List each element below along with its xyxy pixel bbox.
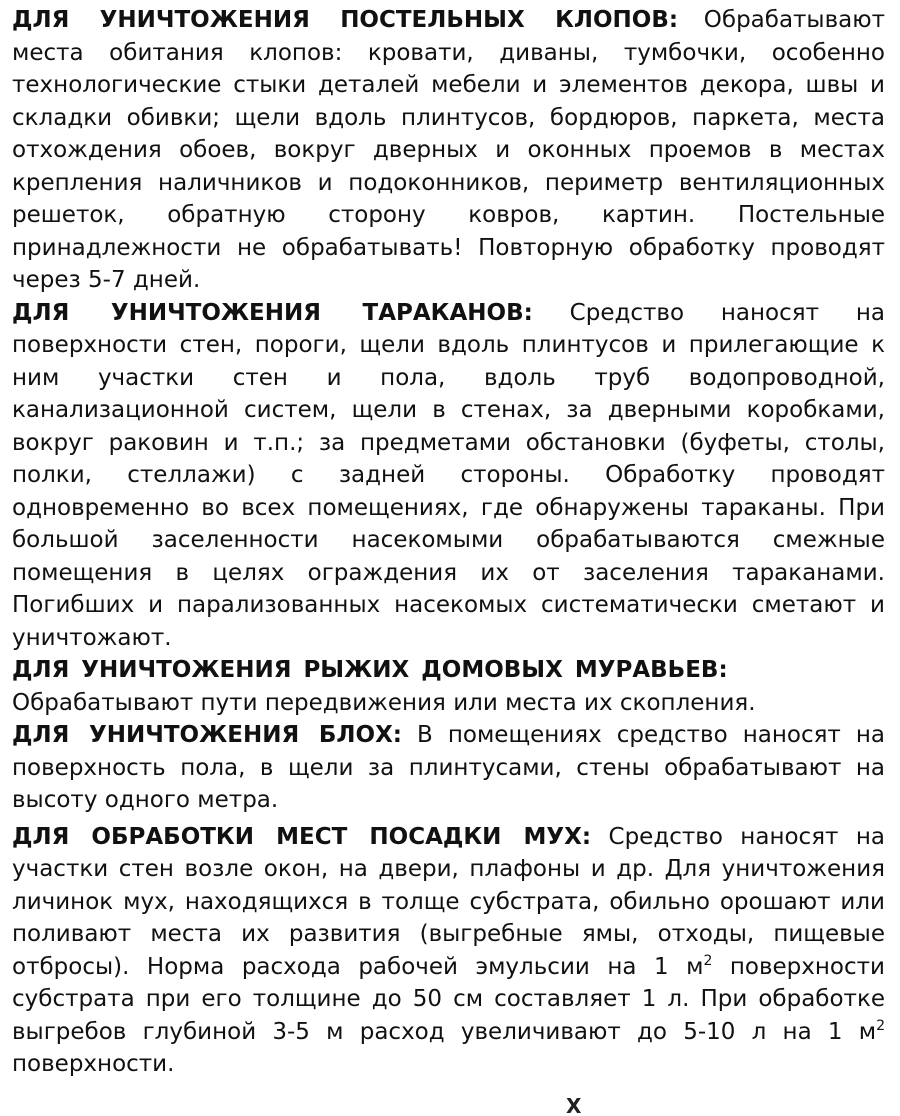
superscript-two: 2 xyxy=(876,1017,885,1034)
section-body: Обрабатывают места обитания клопов: кровати, диваны, тумбочки, особенно технологические стыки деталей мебели и элементов декора, швы и складки обивки; щели вдоль плинтусов, бордюров, паркета, места отхождения обоев, вокруг дверных и оконных проемов в местах крепления наличников и подоконников, периметр вентиляционных решеток, обратную сторону ковров, картин. Постельные принадлежности не обрабатывать! Повторную обработку проводят через 5-7 дней. xyxy=(12,7,886,293)
section-heading: ДЛЯ УНИЧТОЖЕНИЯ РЫЖИХ ДОМОВЫХ МУРАВЬЕВ: xyxy=(12,657,728,683)
section-flies xyxy=(12,821,885,1081)
section-body-part: поверхности субстрата при его толщине до 50 см составляет 1 л. При обработке выгребов глубиной 3-5 м расход увеличивают до 5-10 л на 1 м xyxy=(12,953,885,1045)
section-heading: ДЛЯ УНИЧТОЖЕНИЯ ТАРАКАНОВ: xyxy=(12,299,533,326)
cut-off-text-fragment: Х xyxy=(566,1096,582,1116)
section-body: В помещениях средство наносят на поверхность пола, в щели за плинтусами, стены обрабатывают на высоту одного метра. xyxy=(12,722,885,813)
section-body-part: Средство наносят на участки стен возле окон, на двери, плафоны и др. Для уничтожения личинок мух, находящихся в толще субстрата, обильно орошают или поливают места их развития (выгребные ямы, отходы, пищевые отбросы). Норма расхода рабочей эмульсии на 1 м xyxy=(12,823,885,980)
section-ants xyxy=(12,654,885,719)
section-heading: ДЛЯ УНИЧТОЖЕНИЯ БЛОХ: xyxy=(12,722,402,748)
instruction-page xyxy=(12,4,885,1081)
section-cockroaches xyxy=(12,297,885,655)
section-heading: ДЛЯ УНИЧТОЖЕНИЯ ПОСТЕЛЬНЫХ КЛОПОВ: xyxy=(12,7,679,33)
section-heading: ДЛЯ ОБРАБОТКИ МЕСТ ПОСАДКИ МУХ: xyxy=(12,823,592,850)
section-bedbugs xyxy=(12,4,885,297)
superscript-two: 2 xyxy=(703,952,713,969)
section-body: Средство наносят на поверхности стен, пороги, щели вдоль плинтусов и прилегающие к ним участки стен и пола, вдоль труб водопроводной, канализационной систем, щели в стенах, за дверными коробками, вокруг раковин и т.п.; за предметами обстановки (буфеты, столы, полки, стеллажи) с задней стороны. Обработку проводят одновременно во всех помещениях, где обнаружены тараканы. При большой заселенности насекомыми обрабатываются смежные помещения в целях ограждения их от заселения тараканами. Погибших и парализованных насекомых систематически сметают и уничтожают. xyxy=(12,299,885,651)
section-body: Обрабатывают пути передвижения или места их скопления. xyxy=(12,689,756,716)
section-fleas xyxy=(12,719,885,817)
section-body-part: поверхности. xyxy=(12,1051,175,1077)
